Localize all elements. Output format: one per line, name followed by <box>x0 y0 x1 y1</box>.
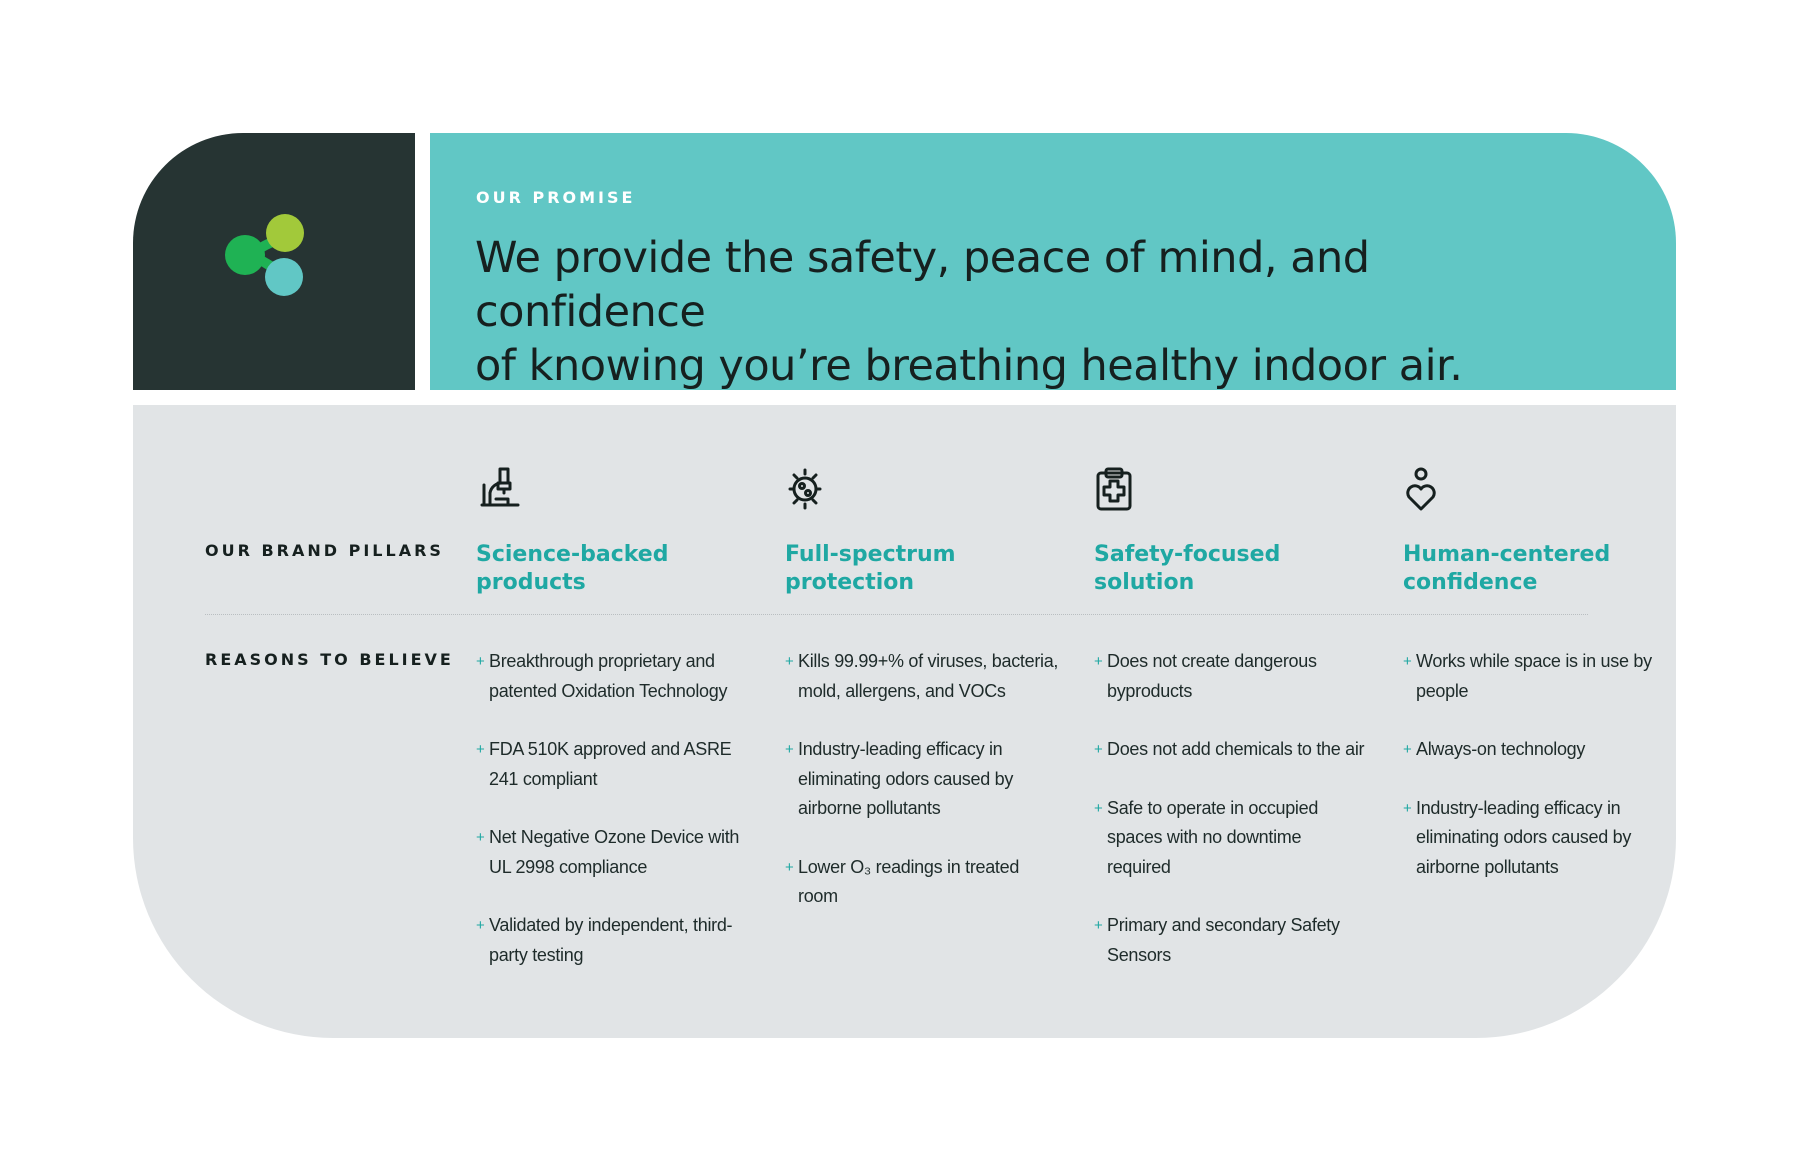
pillar-title: Safety-focused solution <box>1094 542 1281 595</box>
list-item: + Primary and secondary Safety Sensors <box>1094 915 1340 965</box>
headline-line-1: We provide the safety, peace of mind, and confidence <box>475 233 1370 337</box>
reasons-list <box>476 647 751 970</box>
pillar-science <box>476 465 751 999</box>
brand-pillars-panel <box>133 405 1676 1038</box>
pillar-safety <box>1094 465 1369 999</box>
promise-eyebrow: OUR PROMISE <box>476 188 636 207</box>
list-item: + Industry-leading efficacy in eliminating odors caused by airborne pollutants <box>1403 797 1632 877</box>
reasons-list <box>1094 647 1369 970</box>
promise-headline <box>475 231 1605 393</box>
logo-panel <box>133 133 415 390</box>
virus-icon <box>785 465 1060 513</box>
list-item: + Kills 99.99+% of viruses, bacteria, mold, allergens, and VOCs <box>785 651 1059 701</box>
brand-logo-icon <box>225 211 307 297</box>
pillar-title: Science-backed products <box>476 542 669 595</box>
list-item: + FDA 510K approved and ASRE 241 compliant <box>476 739 732 789</box>
list-item: + Net Negative Ozone Device with UL 2998 compliance <box>476 827 740 877</box>
reasons-to-believe-label: REASONS TO BELIEVE <box>205 650 454 669</box>
list-item: + Validated by independent, third-party testing <box>476 915 733 965</box>
list-item: + Always-on technology <box>1403 739 1586 759</box>
list-item: + Does not add chemicals to the air <box>1094 739 1365 759</box>
pillar-human <box>1403 465 1678 911</box>
microscope-icon <box>476 465 751 513</box>
list-item: + Does not create dangerous byproducts <box>1094 651 1317 701</box>
list-item: + Lower O₃ readings in treated room <box>785 856 1020 906</box>
medical-clipboard-icon <box>1094 465 1369 513</box>
promise-banner <box>430 133 1676 390</box>
list-item: + Breakthrough proprietary and patented Oxidation Technology <box>476 651 728 701</box>
person-heart-icon <box>1403 465 1678 513</box>
pillar-protection <box>785 465 1060 941</box>
brand-pillars-label: OUR BRAND PILLARS <box>205 541 444 560</box>
list-item: + Industry-leading efficacy in eliminating odors caused by airborne pollutants <box>785 739 1014 818</box>
headline-line-2: of knowing you’re breathing healthy indoor air. <box>475 341 1463 391</box>
pillar-title: Full-spectrum protection <box>785 542 956 595</box>
pillar-title: Human-centered confidence <box>1403 542 1611 595</box>
reasons-list <box>785 647 1060 912</box>
reasons-list <box>1403 647 1678 882</box>
list-item: + Works while space is in use by people <box>1403 651 1652 701</box>
list-item: + Safe to operate in occupied spaces with no downtime required <box>1094 797 1319 877</box>
